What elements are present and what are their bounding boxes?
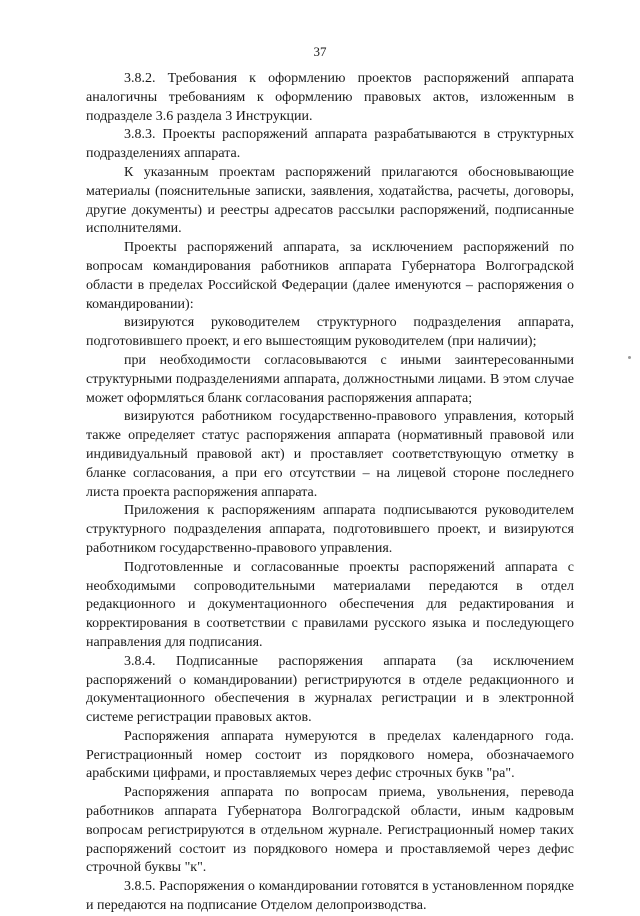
- paragraph-3-8-5: 3.8.5. Распоряжения о командировании готовятся в установленном порядке и передаются на подписание Отделом делопроизводства.: [86, 879, 574, 914]
- scan-mark: [628, 356, 631, 359]
- document-body: [86, 70, 574, 916]
- paragraph-attachments: К указанным проектам распоряжений прилагаются обосновывающие материалы (пояснительные записки, заявления, ходатайства, расчеты, договоры, другие документы) и реестры адресатов рассылки распоряжений, подписанные исполнителями.: [86, 164, 574, 237]
- paragraph-editing: Подготовленные и согласованные проекты распоряжений аппарата с необходимыми сопроводительными материалами передаются в отдел редакционного и документационного обеспечения для редактирования и корректирования в соответствии с правилами русского языка и последующего направления для подписания.: [86, 559, 574, 650]
- paragraph-approval: при необходимости согласовываются с иными заинтересованными структурными подразделениями аппарата, должностными лицами. В этом случае может оформляться бланк согласования распоряжения аппарата;: [86, 352, 574, 406]
- paragraph-visa-head: визируются руководителем структурного подразделения аппарата, подготовившего проект, и его вышестоящим руководителем (при наличии);: [86, 315, 574, 350]
- page-number: 37: [313, 44, 327, 59]
- paragraph-appendices: Приложения к распоряжениям аппарата подписываются руководителем структурного подразделения аппарата, подготовившего проект, и визируются работником государственно-правового управления.: [86, 503, 574, 556]
- paragraph-numbering: Распоряжения аппарата нумеруются в пределах календарного года. Регистрационный номер состоит из порядкового номера, обозначаемого арабскими цифрами, и проставляемых через дефис строчных букв "ра".: [86, 728, 574, 782]
- paragraph-3-8-4: 3.8.4. Подписанные распоряжения аппарата (за исключением распоряжений о командировании) регистрируются в отделе редакционного и документационного обеспечения в журналах регистрации и в электронной системе регистрации правовых актов.: [86, 653, 574, 726]
- paragraph-hr-orders: Распоряжения аппарата по вопросам приема, увольнения, перевода работников аппарата Губернатора Волгоградской области, иным кадровым вопросам регистрируются в отдельном журнале. Регистрационный номер таких распоряжений состоит из порядкового номера и проставляемой через дефис строчной буквы "к".: [86, 785, 574, 876]
- paragraph-3-8-2: 3.8.2. Требования к оформлению проектов распоряжений аппарата аналогичны требованиям к оформлению правовых актов, изложенным в подразделе 3.6 раздела 3 Инструкции.: [86, 71, 574, 124]
- paragraph-drafts-intro: Проекты распоряжений аппарата, за исключением распоряжений по вопросам командирования работников аппарата Губернатора Волгоградской области в пределах Российской Федерации (далее именуются – распоряжения о командировании):: [86, 240, 574, 312]
- paragraph-3-8-3: 3.8.3. Проекты распоряжений аппарата разрабатываются в структурных подразделениях аппарата.: [86, 127, 574, 162]
- paragraph-visa-legal: визируются работником государственно-правового управления, который также определяет статус распоряжения аппарата (нормативный правовой или индивидуальный правовой акт) и проставляет соответствующую отметку в бланке согласования, а при его отсутствии – на лицевой стороне последнего листа проекта распоряжения аппарата.: [86, 409, 574, 500]
